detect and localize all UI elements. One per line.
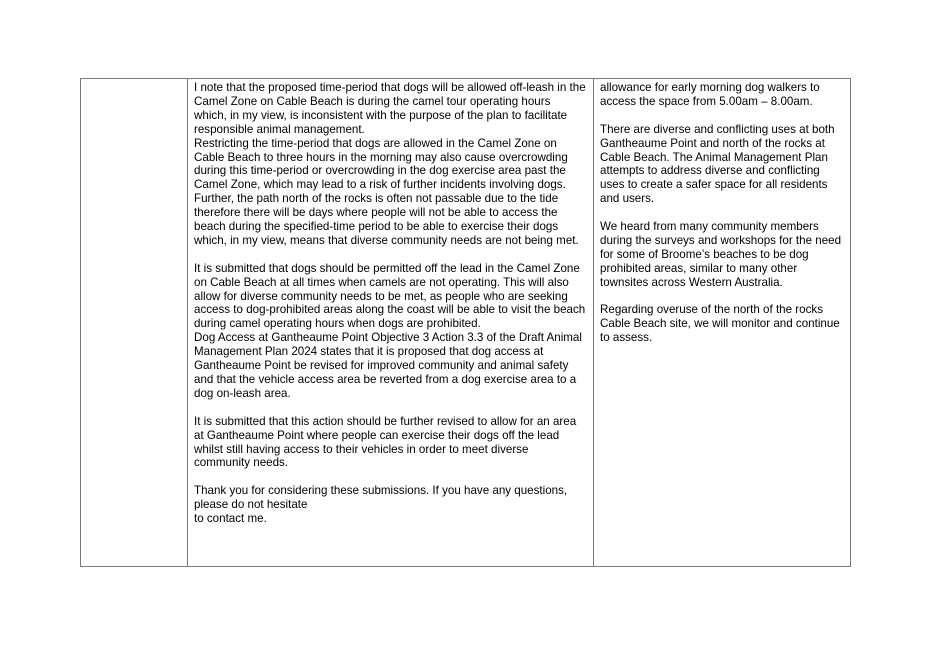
submission-paragraph: Dog Access at Gantheaume Point Objective 3 Action 3.3 of the Draft Animal Management Plan 2024 states that it is proposed that dog access at Gantheaume Point be revised for improved community and animal safety and that the vehicle access area be reverted from a dog exercise area to a dog on-leash area. [194, 331, 582, 400]
submission-paragraph: It is submitted that dogs should be permitted off the lead in the Camel Zone on Cable Beach at all times when camels are not operating. This will also allow for diverse community needs to be met, as people who are seeking access to dog-prohibited areas along the coast will be able to visit the beach during camel operating hours when dogs are prohibited. [194, 261, 586, 331]
response-paragraph: allowance for early morning dog walkers to access the space from 5.00am – 8.00am. [600, 81, 820, 108]
submission-paragraph: Restricting the time-period that dogs are allowed in the Camel Zone on Cable Beach to three hours in the morning may also cause overcrowding during this time-period or overcrowding in the dog exercise area past the Camel Zone, which may lead to a risk of further incidents involving dogs. Further, the path north of the rocks is often not passable due to the tide therefore there will be days where people will not be able to access the beach during the specified-time period to be able to exercise their dogs which, in my view, means that diverse community needs are not being met. [194, 136, 579, 247]
submission-cell [188, 79, 594, 567]
response-cell [594, 79, 851, 567]
submission-paragraph: I note that the proposed time-period that dogs will be allowed off-leash in the Camel Zone on Cable Beach is during the camel tour operating hours which, in my view, is inconsistent with the purpose of the plan to facilitate responsible animal management. [194, 81, 586, 136]
submission-paragraph: Thank you for considering these submissions. If you have any questions, please do not hesitate to contact me. [194, 484, 568, 526]
submissions-table [80, 78, 851, 567]
submitter-id-cell [81, 79, 188, 567]
response-paragraph: We heard from many community members during the surveys and workshops for the need for some of Broome’s beaches to be dog prohibited areas, similar to many other townsites across Western Australia. [600, 220, 842, 289]
submission-paragraph: It is submitted that this action should be further revised to allow for an area at Gantheaume Point where people can exercise their dogs off the lead whilst still having access to their vehicles in order to meet diverse community needs. [194, 414, 577, 470]
response-paragraph: Regarding overuse of the north of the rocks Cable Beach site, we will monitor and continue to assess. [600, 303, 840, 345]
table-row [81, 79, 851, 567]
response-paragraph: There are diverse and conflicting uses at both Gantheaume Point and north of the rocks at Cable Beach. The Animal Management Plan attempts to address diverse and conflicting uses to create a safer space for all residents and users. [600, 122, 835, 206]
